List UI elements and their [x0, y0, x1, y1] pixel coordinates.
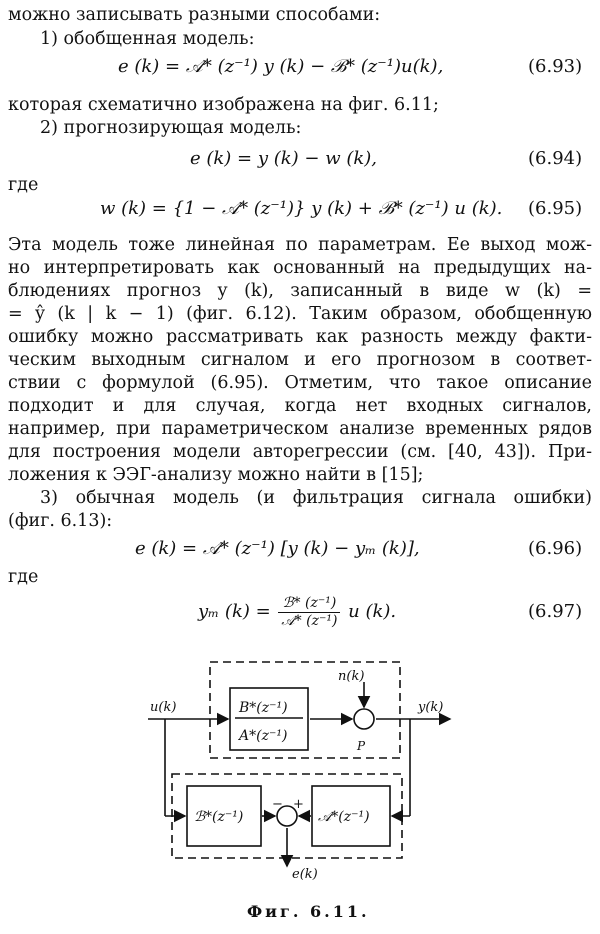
paragraph-line: для построения модели авторегрессии (см. [40, 43]). При- — [8, 442, 592, 462]
equation-6-96: e (k) = 𝒜* (z⁻¹) [y (k) − yₘ (k)], — [135, 538, 420, 559]
paragraph-line: (фиг. 6.13): — [8, 511, 113, 531]
paragraph-line: блюдениях прогноз y (k), записанный в виде w (k) = — [8, 281, 592, 301]
where-label: где — [8, 567, 39, 587]
plant-label: P — [357, 739, 366, 753]
equation-number: (6.94) — [528, 148, 583, 169]
paragraph-line: = ŷ (k | k − 1) (фиг. 6.12). Таким образом, обобщенную — [8, 304, 592, 324]
paragraph-line: например, при параметрическом анализе временных рядов — [8, 419, 592, 439]
minus-sign: − — [272, 797, 283, 812]
output-label: y(k) — [418, 700, 444, 715]
equation-6-93: e (k) = 𝒜* (z⁻¹) y (k) − ℬ* (z⁻¹)u(k), — [118, 56, 444, 77]
equation-6-95: w (k) = {1 − 𝒜* (z⁻¹)} y (k) + ℬ* (z⁻¹) u (k). — [100, 198, 503, 219]
eq97-numerator: ℬ* (z⁻¹) — [278, 595, 340, 613]
plant-denominator: A*(z⁻¹) — [239, 728, 288, 744]
error-label: e(k) — [292, 867, 318, 880]
noise-label: n(k) — [338, 669, 365, 684]
where-label: где — [8, 175, 39, 195]
input-label: u(k) — [150, 700, 177, 715]
plus-sign: + — [293, 797, 304, 812]
equation-number: (6.93) — [528, 56, 583, 77]
paragraph-line: ложения к ЭЭГ-анализу можно найти в [15]; — [8, 465, 424, 485]
eq97-denominator: 𝒜* (z⁻¹) — [281, 612, 338, 629]
block-diagram — [0, 650, 600, 880]
paragraph-line: ствии с формулой (6.95). Отметим, что такое описание — [8, 373, 592, 393]
paragraph-line: ошибку можно рассматривать как разность между факти- — [8, 327, 592, 347]
equation-number: (6.97) — [528, 601, 583, 622]
list-item-3: 3) обычная модель (и фильтрация сигнала ошибки) — [40, 488, 592, 508]
list-item-2: 2) прогнозирующая модель: — [40, 118, 302, 138]
equation-number: (6.96) — [528, 538, 583, 559]
b-block-label: ℬ*(z⁻¹) — [194, 809, 244, 825]
paragraph-line: Эта модель тоже линейная по параметрам. Ее выход мож- — [8, 235, 592, 255]
paragraph-line: подходит и для случая, когда нет входных сигналов, — [8, 396, 592, 416]
list-item-1: 1) обобщенная модель: — [40, 29, 255, 49]
text-line: можно записывать разными способами: — [8, 5, 381, 25]
paragraph-line: ческим выходным сигналом и его прогнозом в соответ- — [8, 350, 592, 370]
eq97-fraction — [278, 595, 340, 630]
eq97-lhs: yₘ (k) = — [198, 601, 271, 622]
text-line: которая схематично изображена на фиг. 6.11; — [8, 95, 439, 115]
eq97-rhs: u (k). — [348, 601, 397, 622]
figure-caption: Фиг. 6.11. — [247, 902, 370, 921]
a-block-label: 𝒜*(z⁻¹) — [318, 809, 370, 825]
plant-sum-node — [354, 709, 374, 729]
equation-number: (6.95) — [528, 198, 583, 219]
equation-6-97 — [198, 592, 396, 632]
plant-numerator: B*(z⁻¹) — [239, 700, 288, 716]
equation-6-94: e (k) = y (k) − w (k), — [190, 148, 378, 169]
paragraph-line: но интерпретировать как основанный на предыдущих на- — [8, 258, 592, 278]
